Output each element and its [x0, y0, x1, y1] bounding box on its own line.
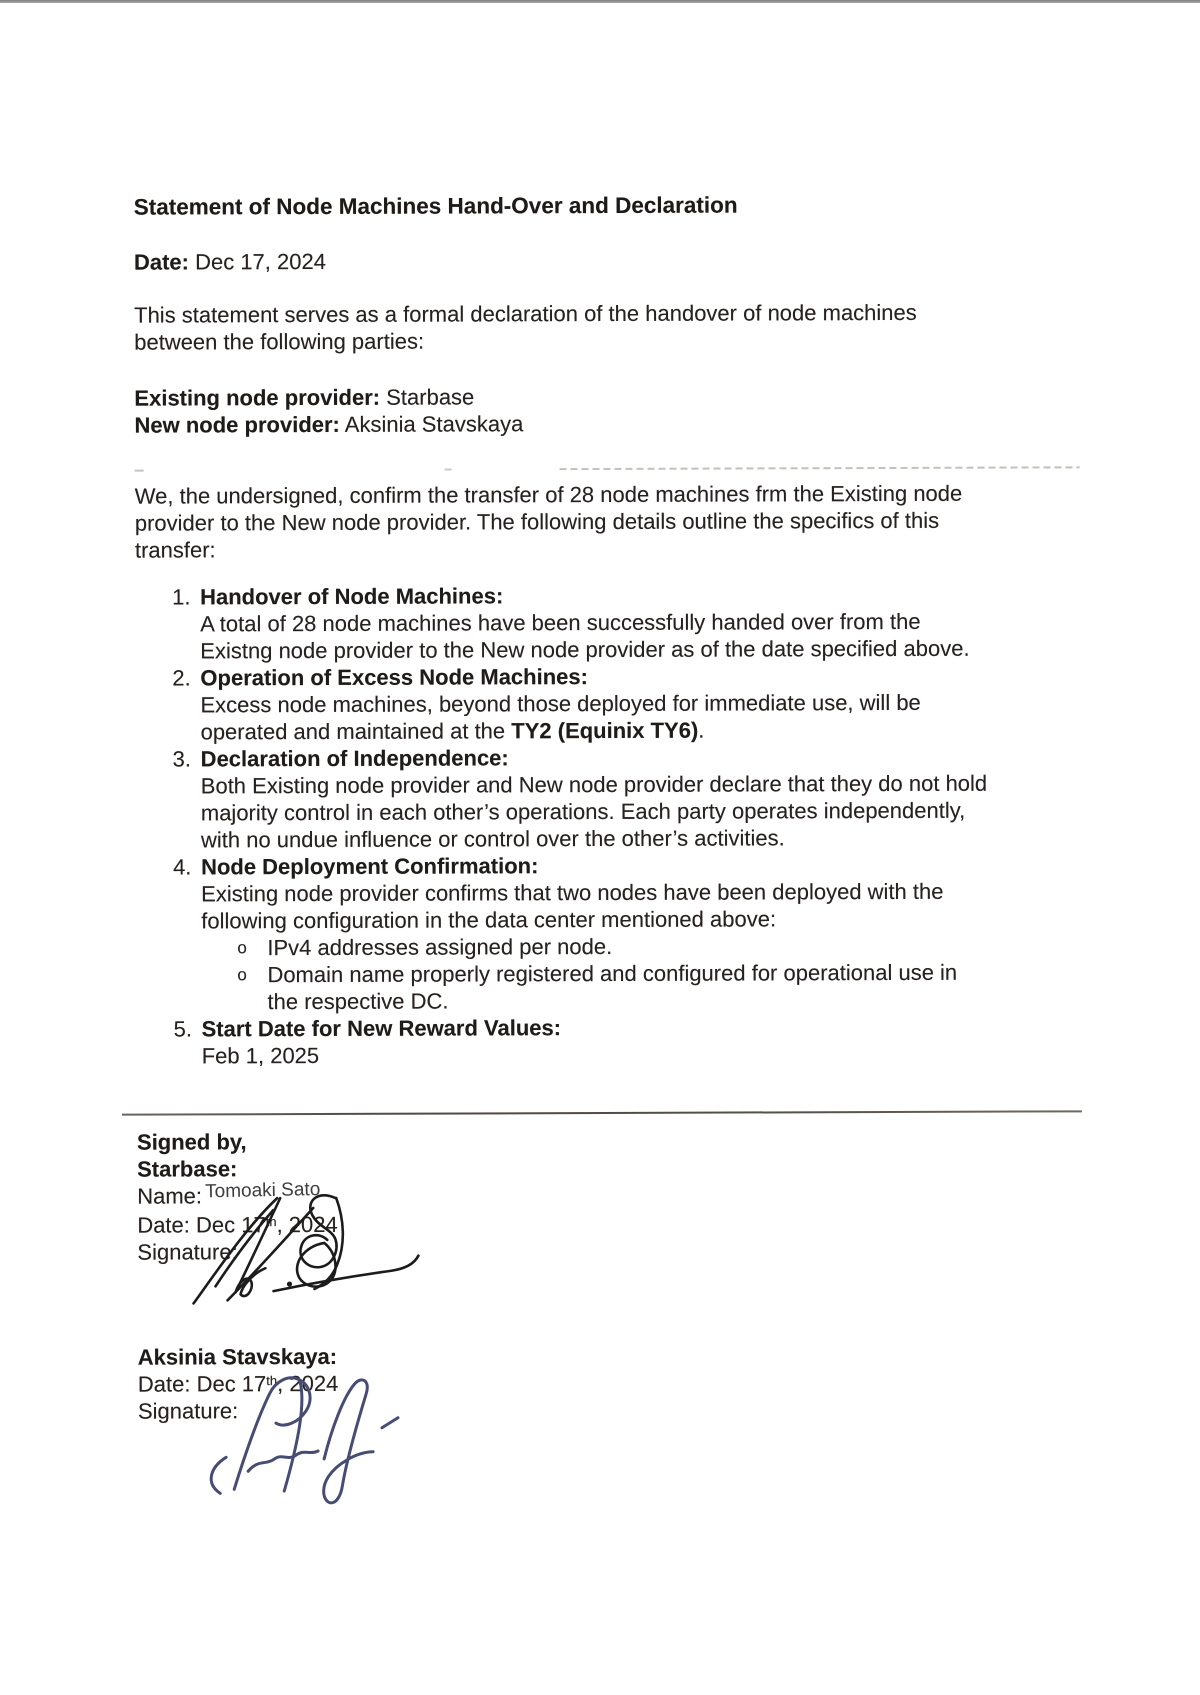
date-ordinal-suffix: th [265, 1214, 277, 1230]
date-value: , 2024 [276, 1211, 338, 1238]
list-item [136, 850, 1082, 1015]
list-item-number: 5. [173, 1016, 193, 1042]
sub-bullet [201, 931, 1081, 961]
list-item-body: Existing node provider confirms that two nodes have been deployed with the following configuration in the data center mentioned above: [201, 878, 944, 934]
date-value: Dec 17 [195, 1212, 266, 1238]
starbase-date-line [137, 1208, 1082, 1238]
new-provider-label: New node provider: [134, 411, 340, 438]
bullet-marker: o [237, 965, 247, 985]
page-title: Statement of Node Machines Hand-Over and Declaration [133, 192, 738, 220]
sub-bullet-text: IPv4 addresses assigned per node. [267, 933, 613, 961]
starbase-entity-label: Starbase: [137, 1156, 238, 1182]
list-item-body: A total of 28 node machines have been successfully handed over from the Existng node provider to the New node provider as of the date specified above. [200, 608, 970, 664]
confirmation-paragraph: We, the undersigned, confirm the transfer of 28 node machines frm the Existing node provider to the New node provider. The following details outline the specifics of this transfer: [134, 480, 963, 563]
body-text: . [698, 717, 705, 743]
list-item-body [200, 688, 1080, 745]
list-item-title: Node Deployment Confirmation: [200, 853, 539, 880]
list-item-number: 2. [172, 665, 191, 691]
signed-by-label: Signed by, [136, 1129, 247, 1155]
intro-paragraph: This statement serves as a formal declaration of the handover of node machines between the following parties: [134, 299, 917, 355]
new-provider-signature-block [138, 1340, 1083, 1424]
date-label: Date: [137, 1212, 197, 1238]
list-item [135, 580, 1080, 664]
starbase-signature-block [137, 1125, 1082, 1265]
typed-name-value: Tomoaki Sato [204, 1178, 321, 1203]
list-item-title: Handover of Node Machines: [200, 583, 504, 610]
sub-bullet [201, 958, 1081, 1015]
new-provider-value: Aksinia Stavskaya [339, 411, 524, 437]
existing-provider-line [134, 381, 1079, 411]
name-line [137, 1179, 1082, 1211]
list-item-title: Declaration of Independence: [200, 745, 509, 772]
dash-fragment [560, 466, 1080, 470]
body-text: Excess node machines, beyond those deployed for immediate use, will be operated and maintained at the [200, 689, 921, 745]
list-item [136, 742, 1081, 853]
date-ordinal-suffix: th [266, 1373, 278, 1389]
new-provider-line [134, 408, 1079, 438]
date-label: Date: [137, 1371, 197, 1397]
list-item [135, 661, 1080, 745]
dash-fragment [445, 469, 452, 471]
list-item-title: Operation of Excess Node Machines: [200, 664, 588, 691]
date-label: Date: [133, 249, 189, 275]
date-value: , 2024 [277, 1370, 339, 1397]
handover-list [135, 580, 1082, 1069]
signature-divider-line [122, 1110, 1082, 1115]
list-item-number: 4. [172, 854, 192, 880]
list-item-title: Start Date for New Reward Values: [201, 1015, 562, 1042]
list-item-body: Feb 1, 2025 [201, 1042, 320, 1069]
date-value: Dec 17, 2024 [188, 248, 326, 275]
name-label: Name: [137, 1183, 203, 1209]
existing-provider-value: Starbase [380, 384, 475, 410]
dash-fragment [135, 470, 144, 472]
sub-bullet-text: Domain name properly registered and configured for operational use in the respective DC. [267, 959, 958, 1015]
signature-label: Signature: [137, 1239, 238, 1265]
date-value: Dec 17 [196, 1371, 267, 1397]
list-item-number: 1. [172, 584, 191, 610]
new-provider-entity-label: Aksinia Stavskaya: [137, 1343, 338, 1370]
datacenter-name: TY2 (Equinix TY6) [511, 717, 699, 744]
date-line [134, 245, 1079, 275]
signature-label: Signature: [137, 1398, 239, 1424]
list-item-body: Both Existing node provider and New node provider declare that they do not hold majority control in each other’s operations. Each party operates independently, with no undue influence or control over the other’s activities. [200, 770, 988, 853]
list-item-number: 3. [172, 746, 192, 772]
dashed-separator [135, 466, 1080, 471]
list-item [137, 1012, 1082, 1069]
bullet-marker: o [237, 938, 247, 958]
new-provider-date-line [138, 1367, 1083, 1397]
existing-provider-label: Existing node provider: [134, 384, 381, 411]
